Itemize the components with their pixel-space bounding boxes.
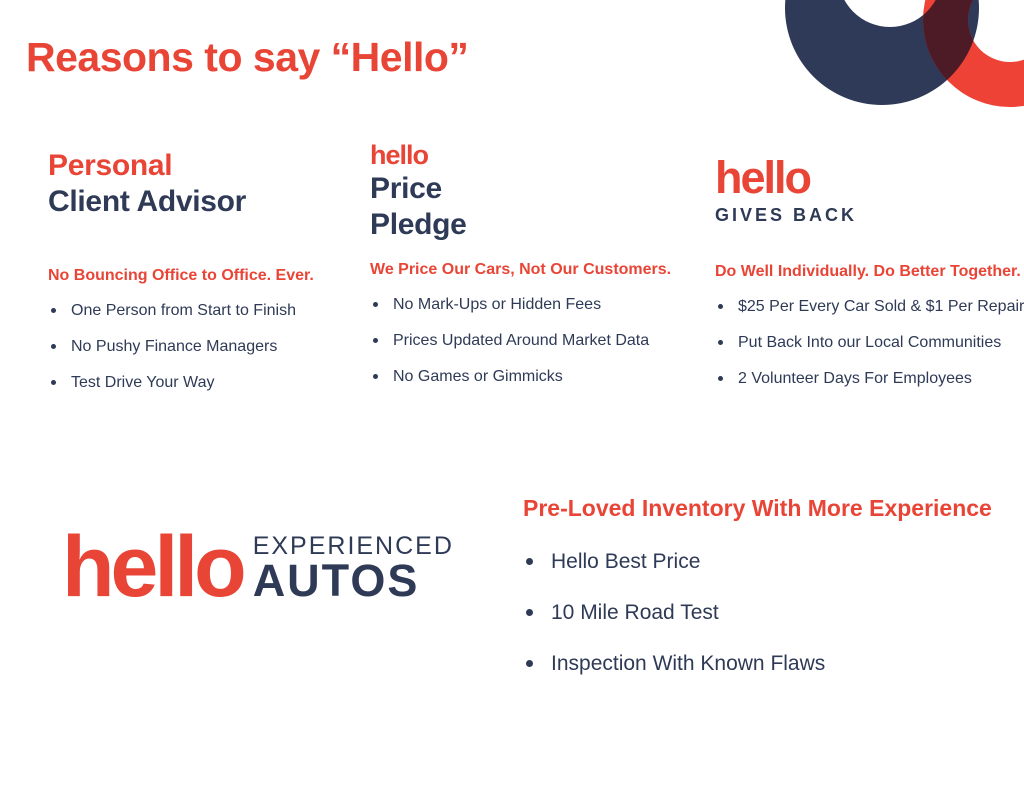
- bullet-text: No Games or Gimmicks: [393, 368, 563, 385]
- hello-logo: hello: [62, 518, 243, 615]
- bullet-text: No Mark-Ups or Hidden Fees: [393, 296, 602, 313]
- bullet-item: [715, 297, 1024, 316]
- column-personal-client-advisor: [48, 148, 358, 409]
- bullet-item: [370, 367, 680, 386]
- experienced-autos-wordmark: [252, 532, 454, 606]
- bullet-text: One Person from Start to Finish: [71, 302, 296, 319]
- bullet-text: No Pushy Finance Managers: [71, 338, 278, 355]
- bullet-item: [48, 373, 358, 392]
- bullet-dot: [51, 380, 56, 385]
- column-subhead: No Bouncing Office to Office. Ever.: [48, 267, 314, 284]
- column-heading: [48, 148, 358, 220]
- column-heading: [370, 171, 680, 243]
- bullet-dot: [526, 609, 533, 616]
- bullet-item: [48, 301, 358, 320]
- bullet-text: Prices Updated Around Market Data: [393, 332, 650, 349]
- page-title: Reasons to say “Hello”: [26, 34, 469, 80]
- bullet-list: [715, 297, 1024, 388]
- bullet-dot: [718, 304, 723, 309]
- experienced-autos-logo: [62, 518, 454, 615]
- bullet-item: [370, 331, 680, 350]
- hello-logo: hello: [370, 140, 429, 170]
- column-subhead: We Price Our Cars, Not Our Customers.: [370, 261, 672, 278]
- bullet-list: [370, 295, 680, 386]
- column-heading-main: Client Advisor: [48, 185, 247, 218]
- bullet-text: $25 Per Every Car Sold & $1 Per Repair: [738, 298, 1024, 315]
- bullet-dot: [51, 308, 56, 313]
- bullet-text: 2 Volunteer Days For Employees: [738, 370, 972, 387]
- bullet-text: Test Drive Your Way: [71, 374, 215, 391]
- gives-back-tagline: GIVES BACK: [715, 205, 858, 225]
- bullet-text: Hello Best Price: [551, 550, 701, 573]
- bullet-list: [523, 550, 993, 676]
- bullet-item: [715, 333, 1024, 352]
- bullet-dot: [526, 660, 533, 667]
- bullet-item: [523, 652, 993, 676]
- wordmark-autos: AUTOS: [252, 555, 420, 606]
- bullet-item: [715, 369, 1024, 388]
- bullet-item: [370, 295, 680, 314]
- bullet-dot: [51, 344, 56, 349]
- bullet-dot: [373, 338, 378, 343]
- bullet-list: [48, 301, 358, 392]
- column-price-pledge: [370, 140, 680, 403]
- wordmark-experienced: EXPERIENCED: [252, 532, 454, 560]
- bullet-dot: [718, 340, 723, 345]
- bullet-dot: [373, 302, 378, 307]
- bullet-text: Put Back Into our Local Communities: [738, 334, 1002, 351]
- column-heading-line1: Price: [370, 172, 442, 205]
- column-gives-back: [715, 140, 1024, 405]
- bullet-dot: [526, 558, 533, 565]
- bullet-dot: [373, 374, 378, 379]
- bullet-item: [48, 337, 358, 356]
- hello-logo: hello: [715, 152, 811, 203]
- bullet-dot: [718, 376, 723, 381]
- column-heading-accent: Personal: [48, 149, 173, 182]
- pre-loved-inventory-panel: [523, 494, 993, 703]
- column-heading-line2: Pledge: [370, 208, 467, 241]
- footer-heading: Pre-Loved Inventory With More Experience: [523, 495, 992, 521]
- column-subhead: Do Well Individually. Do Better Together.: [715, 263, 1021, 280]
- bullet-item: [523, 601, 993, 625]
- bullet-text: 10 Mile Road Test: [551, 601, 719, 624]
- bullet-item: [523, 550, 993, 574]
- bullet-text: Inspection With Known Flaws: [551, 652, 826, 675]
